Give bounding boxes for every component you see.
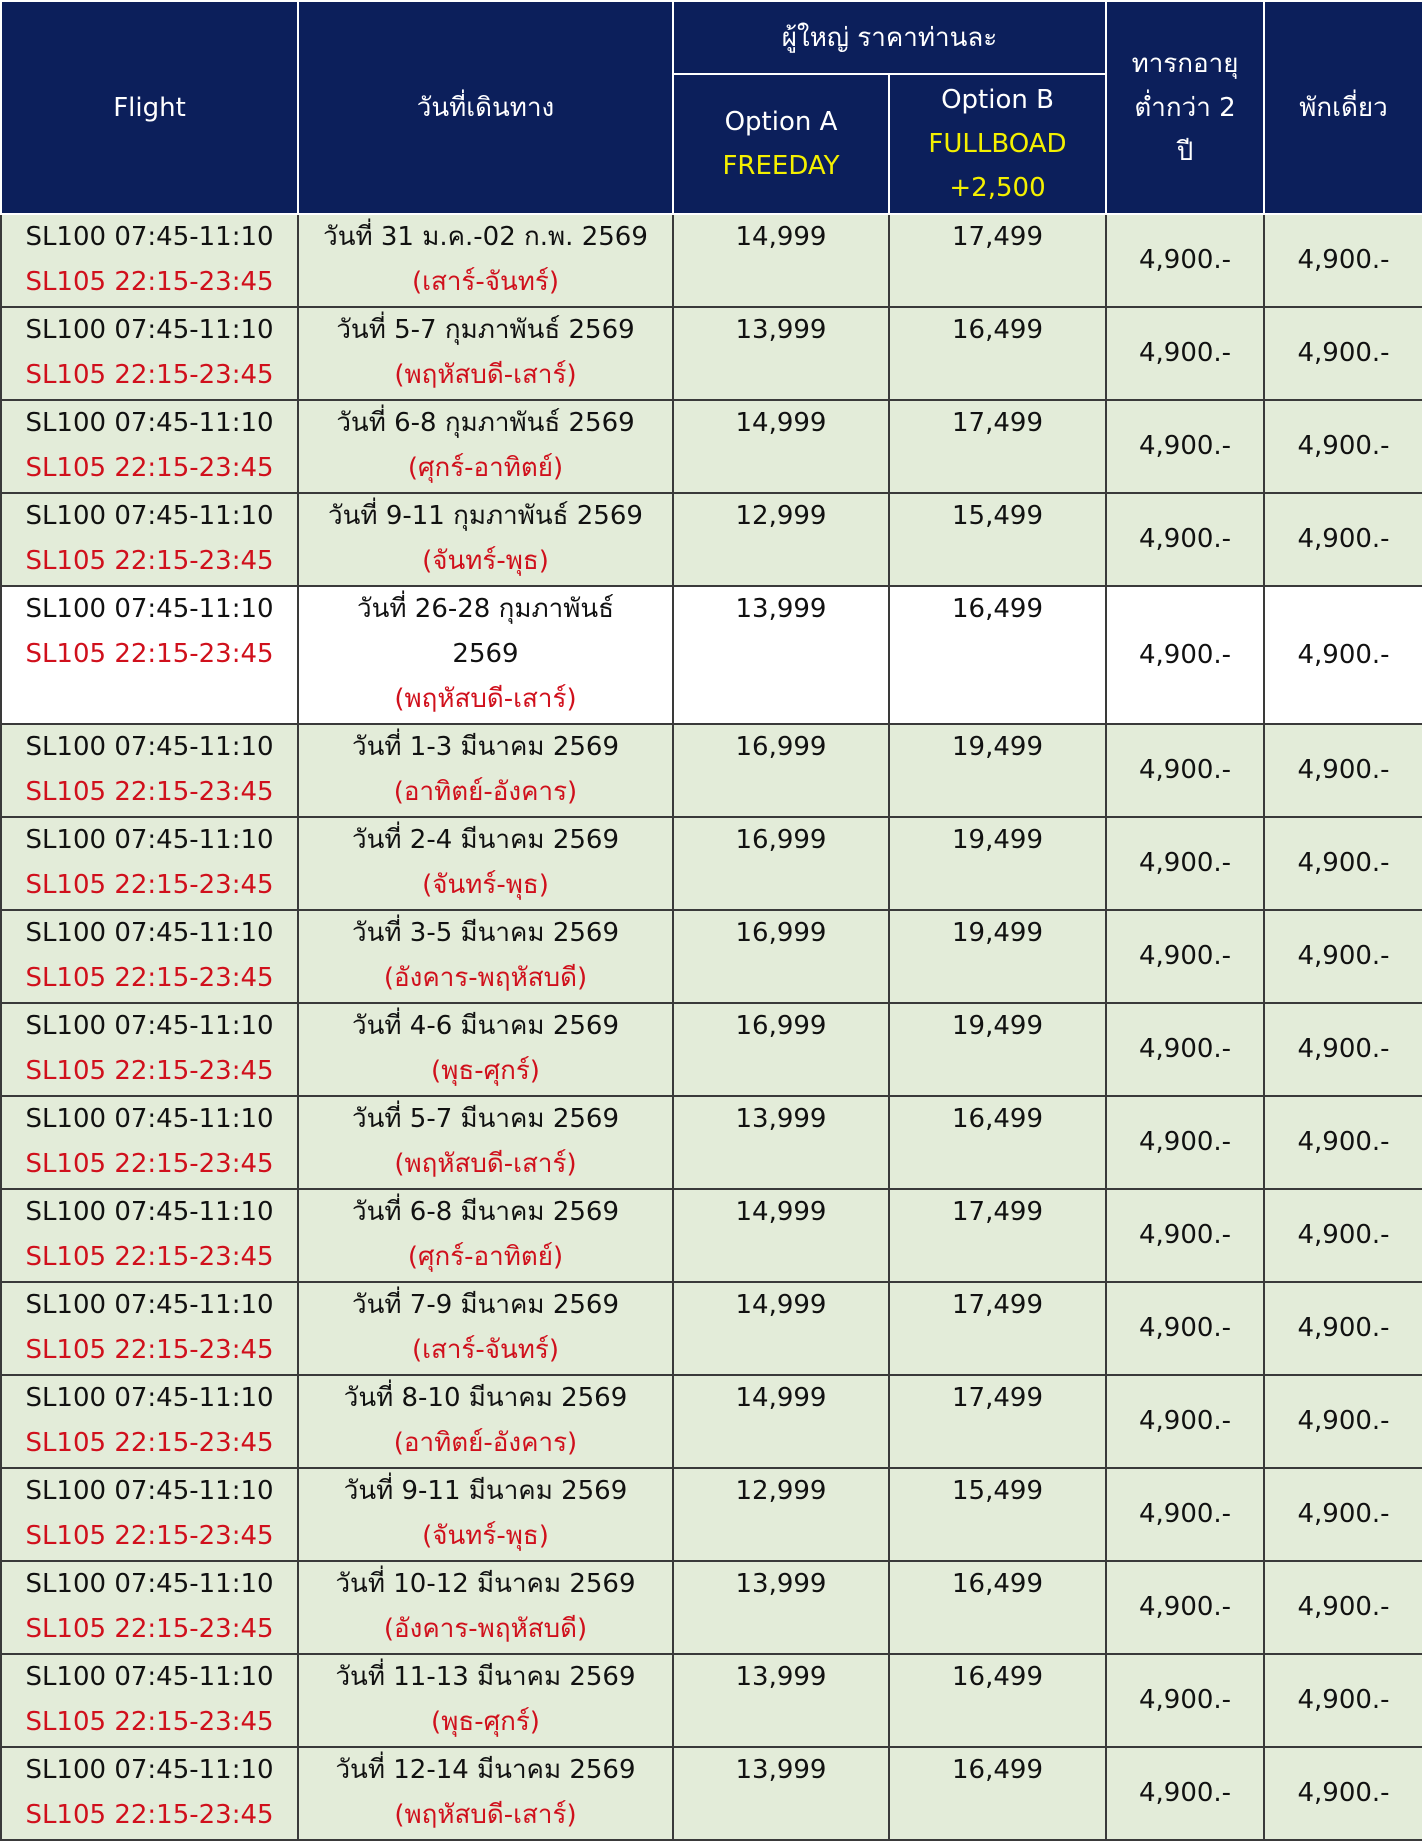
header-flight-label: Flight xyxy=(113,92,186,123)
price-option-b: 19,499 xyxy=(952,918,1043,948)
price-option-b: 17,499 xyxy=(952,1197,1043,1227)
header-single-label: พักเดี่ยว xyxy=(1299,92,1388,123)
price-option-a: 12,999 xyxy=(735,501,827,531)
price-single: 4,900.- xyxy=(1297,431,1390,461)
date-text: วันที่ 9-11 มีนาคม 2569 xyxy=(343,1476,628,1506)
price-option-a: 13,999 xyxy=(735,1755,827,1785)
price-option-b: 16,499 xyxy=(952,594,1043,624)
flight-outbound: SL100 07:45-11:10 xyxy=(25,1197,274,1227)
date-days: (จันทร์-พุธ) xyxy=(422,1521,549,1551)
cell-single xyxy=(1264,817,1422,910)
table-row xyxy=(1,493,1422,586)
option-b-label: Option B xyxy=(941,85,1054,115)
flight-return: SL105 22:15-23:45 xyxy=(25,870,274,900)
option-a-label: Option A xyxy=(724,107,838,137)
price-option-b: 16,499 xyxy=(952,1662,1043,1692)
cell-single xyxy=(1264,1096,1422,1189)
cell-option-b xyxy=(889,1561,1106,1654)
price-infant: 4,900.- xyxy=(1138,338,1232,368)
cell-infant xyxy=(1106,400,1264,493)
price-option-a: 16,999 xyxy=(735,918,827,948)
cell-infant xyxy=(1106,724,1264,817)
table-row xyxy=(1,586,1422,724)
price-infant: 4,900.- xyxy=(1138,848,1232,878)
date-text: วันที่ 10-12 มีนาคม 2569 xyxy=(335,1569,636,1599)
cell-single xyxy=(1264,1189,1422,1282)
flight-return: SL105 22:15-23:45 xyxy=(25,360,274,390)
option-a-sub: FREEDAY xyxy=(722,151,840,181)
cell-flight xyxy=(1,817,298,910)
date-text: วันที่ 3-5 มีนาคม 2569 xyxy=(352,918,619,948)
cell-flight xyxy=(1,1375,298,1468)
flight-outbound: SL100 07:45-11:10 xyxy=(25,222,274,252)
cell-flight xyxy=(1,214,298,307)
price-option-b: 16,499 xyxy=(952,315,1043,345)
price-option-b: 19,499 xyxy=(952,732,1043,762)
cell-flight xyxy=(1,1747,298,1840)
cell-single xyxy=(1264,910,1422,1003)
cell-date xyxy=(298,400,673,493)
price-single: 4,900.- xyxy=(1297,1034,1390,1064)
cell-infant xyxy=(1106,1654,1264,1747)
cell-single xyxy=(1264,493,1422,586)
cell-option-b xyxy=(889,910,1106,1003)
price-single: 4,900.- xyxy=(1297,639,1390,670)
cell-option-b xyxy=(889,1747,1106,1840)
date-days: (พุธ-ศุกร์) xyxy=(431,1707,540,1737)
date-days: (พฤหัสบดี-เสาร์) xyxy=(394,1800,577,1830)
cell-infant xyxy=(1106,1096,1264,1189)
flight-outbound: SL100 07:45-11:10 xyxy=(25,1290,274,1320)
table-row xyxy=(1,1375,1422,1468)
cell-date xyxy=(298,214,673,307)
date-text: วันที่ 5-7 กุมภาพันธ์ 2569 xyxy=(336,315,635,345)
cell-option-b xyxy=(889,724,1106,817)
header-option-b xyxy=(889,74,1106,214)
flight-outbound: SL100 07:45-11:10 xyxy=(25,825,274,855)
table-row xyxy=(1,817,1422,910)
date-days: (พฤหัสบดี-เสาร์) xyxy=(394,1149,577,1179)
cell-infant xyxy=(1106,1375,1264,1468)
cell-flight xyxy=(1,400,298,493)
header-adult-price-label: ผู้ใหญ่ ราคาท่านละ xyxy=(781,22,998,53)
cell-single xyxy=(1264,1561,1422,1654)
flight-return: SL105 22:15-23:45 xyxy=(25,1614,274,1644)
price-infant: 4,900.- xyxy=(1138,1220,1232,1250)
flight-outbound: SL100 07:45-11:10 xyxy=(25,1104,274,1134)
cell-infant xyxy=(1106,1468,1264,1561)
cell-flight xyxy=(1,910,298,1003)
cell-single xyxy=(1264,586,1422,724)
date-days: (ศุกร์-อาทิตย์) xyxy=(407,453,564,483)
price-option-b: 17,499 xyxy=(952,408,1043,438)
price-infant: 4,900.- xyxy=(1138,245,1232,275)
cell-date xyxy=(298,1282,673,1375)
price-infant: 4,900.- xyxy=(1138,1406,1232,1436)
price-option-a: 16,999 xyxy=(735,1011,827,1041)
date-text: วันที่ 12-14 มีนาคม 2569 xyxy=(335,1755,636,1785)
price-single: 4,900.- xyxy=(1297,1778,1390,1808)
table-row xyxy=(1,1189,1422,1282)
price-infant: 4,900.- xyxy=(1138,941,1232,971)
price-single: 4,900.- xyxy=(1297,1127,1390,1157)
cell-flight xyxy=(1,1096,298,1189)
price-option-b: 17,499 xyxy=(952,1383,1043,1413)
flight-return: SL105 22:15-23:45 xyxy=(25,453,274,483)
flight-outbound: SL100 07:45-11:10 xyxy=(25,1011,274,1041)
date-text: วันที่ 4-6 มีนาคม 2569 xyxy=(352,1011,619,1041)
table-row xyxy=(1,214,1422,307)
date-text: วันที่ 26-28 กุมภาพันธ์ xyxy=(357,594,614,624)
cell-option-b xyxy=(889,817,1106,910)
date-days: (พฤหัสบดี-เสาร์) xyxy=(394,684,577,714)
price-option-b: 19,499 xyxy=(952,825,1043,855)
cell-infant xyxy=(1106,1282,1264,1375)
cell-option-b xyxy=(889,1282,1106,1375)
date-days: (อังคาร-พฤหัสบดี) xyxy=(383,963,588,993)
date-text: วันที่ 7-9 มีนาคม 2569 xyxy=(352,1290,619,1320)
cell-single xyxy=(1264,1375,1422,1468)
cell-date xyxy=(298,1561,673,1654)
cell-date xyxy=(298,1654,673,1747)
date-days: (เสาร์-จันทร์) xyxy=(411,267,560,297)
price-infant: 4,900.- xyxy=(1138,1778,1232,1808)
date-days: (จันทร์-พุธ) xyxy=(422,546,549,576)
flight-return: SL105 22:15-23:45 xyxy=(25,1707,274,1737)
date-days: (พุธ-ศุกร์) xyxy=(431,1056,540,1086)
cell-option-a xyxy=(673,1654,889,1747)
date-text: วันที่ 8-10 มีนาคม 2569 xyxy=(343,1383,628,1413)
cell-flight xyxy=(1,1003,298,1096)
table-row xyxy=(1,1096,1422,1189)
header-adult-price xyxy=(673,1,1106,74)
flight-return: SL105 22:15-23:45 xyxy=(25,1335,274,1365)
table-row xyxy=(1,1282,1422,1375)
flight-return: SL105 22:15-23:45 xyxy=(25,1242,274,1272)
cell-date xyxy=(298,1003,673,1096)
price-option-a: 13,999 xyxy=(735,594,827,624)
price-infant: 4,900.- xyxy=(1138,755,1232,785)
cell-infant xyxy=(1106,214,1264,307)
price-infant: 4,900.- xyxy=(1138,1592,1232,1622)
date-text: วันที่ 6-8 มีนาคม 2569 xyxy=(352,1197,619,1227)
price-option-a: 14,999 xyxy=(735,1197,827,1227)
price-option-a: 13,999 xyxy=(735,1662,827,1692)
table-row xyxy=(1,910,1422,1003)
date-text: วันที่ 5-7 มีนาคม 2569 xyxy=(352,1104,619,1134)
table-row xyxy=(1,1561,1422,1654)
price-single: 4,900.- xyxy=(1297,1685,1390,1715)
cell-infant xyxy=(1106,1189,1264,1282)
cell-date xyxy=(298,1096,673,1189)
table-row xyxy=(1,724,1422,817)
price-option-a: 13,999 xyxy=(735,315,827,345)
cell-option-b xyxy=(889,1189,1106,1282)
cell-single xyxy=(1264,400,1422,493)
cell-option-a xyxy=(673,1561,889,1654)
price-option-b: 17,499 xyxy=(952,1290,1043,1320)
date-days: (อังคาร-พฤหัสบดี) xyxy=(383,1614,588,1644)
flight-outbound: SL100 07:45-11:10 xyxy=(25,1569,274,1599)
cell-option-a xyxy=(673,400,889,493)
price-option-a: 16,999 xyxy=(735,825,827,855)
flight-return: SL105 22:15-23:45 xyxy=(25,963,274,993)
cell-option-b xyxy=(889,1375,1106,1468)
header-date xyxy=(298,1,673,214)
cell-option-a xyxy=(673,586,889,724)
cell-option-a xyxy=(673,1003,889,1096)
price-option-b: 15,499 xyxy=(952,501,1043,531)
cell-option-b xyxy=(889,493,1106,586)
cell-infant xyxy=(1106,307,1264,400)
date-days: (อาทิตย์-อังคาร) xyxy=(393,777,578,807)
price-single: 4,900.- xyxy=(1297,338,1390,368)
cell-flight xyxy=(1,1654,298,1747)
cell-option-b xyxy=(889,1654,1106,1747)
cell-option-a xyxy=(673,214,889,307)
header-flight xyxy=(1,1,298,214)
price-option-b: 16,499 xyxy=(952,1755,1043,1785)
cell-flight xyxy=(1,307,298,400)
cell-infant xyxy=(1106,586,1264,724)
cell-option-a xyxy=(673,724,889,817)
price-single: 4,900.- xyxy=(1297,1499,1390,1529)
header-option-a xyxy=(673,74,889,214)
cell-flight xyxy=(1,724,298,817)
price-infant: 4,900.- xyxy=(1138,639,1232,670)
date-days: (จันทร์-พุธ) xyxy=(422,870,549,900)
cell-single xyxy=(1264,1282,1422,1375)
date-days: (เสาร์-จันทร์) xyxy=(411,1335,560,1365)
cell-date xyxy=(298,1468,673,1561)
price-option-a: 16,999 xyxy=(735,732,827,762)
cell-date xyxy=(298,1747,673,1840)
flight-return: SL105 22:15-23:45 xyxy=(25,267,274,297)
cell-option-b xyxy=(889,1096,1106,1189)
price-option-a: 14,999 xyxy=(735,1383,827,1413)
date-days: (อาทิตย์-อังคาร) xyxy=(393,1428,578,1458)
table-row xyxy=(1,400,1422,493)
cell-option-a xyxy=(673,1096,889,1189)
cell-single xyxy=(1264,724,1422,817)
price-option-b: 17,499 xyxy=(952,222,1043,252)
cell-option-b xyxy=(889,586,1106,724)
cell-flight xyxy=(1,1282,298,1375)
price-infant: 4,900.- xyxy=(1138,1034,1232,1064)
flight-return: SL105 22:15-23:45 xyxy=(25,1521,274,1551)
price-option-a: 13,999 xyxy=(735,1569,827,1599)
cell-infant xyxy=(1106,493,1264,586)
flight-outbound: SL100 07:45-11:10 xyxy=(25,315,274,345)
price-option-b: 19,499 xyxy=(952,1011,1043,1041)
cell-date xyxy=(298,910,673,1003)
cell-option-a xyxy=(673,1189,889,1282)
cell-option-a xyxy=(673,307,889,400)
price-infant: 4,900.- xyxy=(1138,524,1232,554)
cell-option-a xyxy=(673,1375,889,1468)
option-b-extra: +2,500 xyxy=(949,173,1046,203)
cell-date xyxy=(298,817,673,910)
header-date-label: วันที่เดินทาง xyxy=(416,92,555,123)
cell-flight xyxy=(1,1468,298,1561)
cell-single xyxy=(1264,214,1422,307)
flight-return: SL105 22:15-23:45 xyxy=(25,546,274,576)
price-single: 4,900.- xyxy=(1297,1592,1390,1622)
cell-single xyxy=(1264,1003,1422,1096)
header-single xyxy=(1264,1,1422,214)
table-row xyxy=(1,1003,1422,1096)
date-days: (ศุกร์-อาทิตย์) xyxy=(407,1242,564,1272)
header-infant xyxy=(1106,1,1264,214)
price-single: 4,900.- xyxy=(1297,1220,1390,1250)
flight-outbound: SL100 07:45-11:10 xyxy=(25,732,274,762)
cell-infant xyxy=(1106,817,1264,910)
table-body xyxy=(1,214,1422,1840)
date-text: วันที่ 9-11 กุมภาพันธ์ 2569 xyxy=(328,501,643,531)
cell-option-b xyxy=(889,214,1106,307)
date-text: วันที่ 6-8 กุมภาพันธ์ 2569 xyxy=(336,408,635,438)
cell-single xyxy=(1264,307,1422,400)
flight-outbound: SL100 07:45-11:10 xyxy=(25,1755,274,1785)
table-row xyxy=(1,1468,1422,1561)
flight-return: SL105 22:15-23:45 xyxy=(25,639,274,669)
cell-infant xyxy=(1106,1003,1264,1096)
flight-outbound: SL100 07:45-11:10 xyxy=(25,408,274,438)
flight-return: SL105 22:15-23:45 xyxy=(25,1149,274,1179)
flight-outbound: SL100 07:45-11:10 xyxy=(25,594,274,624)
cell-date xyxy=(298,724,673,817)
price-single: 4,900.- xyxy=(1297,245,1390,275)
cell-date xyxy=(298,307,673,400)
flight-return: SL105 22:15-23:45 xyxy=(25,1056,274,1086)
date-text: วันที่ 1-3 มีนาคม 2569 xyxy=(352,732,619,762)
price-single: 4,900.- xyxy=(1297,941,1390,971)
flight-return: SL105 22:15-23:45 xyxy=(25,1800,274,1830)
cell-single xyxy=(1264,1747,1422,1840)
price-option-a: 13,999 xyxy=(735,1104,827,1134)
price-option-a: 14,999 xyxy=(735,1290,827,1320)
price-infant: 4,900.- xyxy=(1138,1127,1232,1157)
cell-option-b xyxy=(889,307,1106,400)
cell-infant xyxy=(1106,1747,1264,1840)
cell-date xyxy=(298,493,673,586)
flight-return: SL105 22:15-23:45 xyxy=(25,777,274,807)
cell-date xyxy=(298,586,673,724)
table-row xyxy=(1,307,1422,400)
price-single: 4,900.- xyxy=(1297,524,1390,554)
price-option-a: 14,999 xyxy=(735,222,827,252)
flight-outbound: SL100 07:45-11:10 xyxy=(25,1662,274,1692)
price-option-a: 14,999 xyxy=(735,408,827,438)
cell-flight xyxy=(1,493,298,586)
date-text: วันที่ 2-4 มีนาคม 2569 xyxy=(352,825,619,855)
price-single: 4,900.- xyxy=(1297,1313,1390,1343)
cell-flight xyxy=(1,1189,298,1282)
cell-option-b xyxy=(889,400,1106,493)
cell-date xyxy=(298,1375,673,1468)
flight-outbound: SL100 07:45-11:10 xyxy=(25,1383,274,1413)
table-row xyxy=(1,1654,1422,1747)
flight-outbound: SL100 07:45-11:10 xyxy=(25,501,274,531)
flight-outbound: SL100 07:45-11:10 xyxy=(25,918,274,948)
price-option-b: 16,499 xyxy=(952,1569,1043,1599)
cell-infant xyxy=(1106,1561,1264,1654)
option-b-sub: FULLBOAD xyxy=(928,129,1067,159)
date-text-cont: 2569 xyxy=(452,639,519,669)
date-days: (พฤหัสบดี-เสาร์) xyxy=(394,360,577,390)
cell-option-a xyxy=(673,1468,889,1561)
price-infant: 4,900.- xyxy=(1138,1685,1232,1715)
cell-infant xyxy=(1106,910,1264,1003)
price-single: 4,900.- xyxy=(1297,848,1390,878)
price-single: 4,900.- xyxy=(1297,1406,1390,1436)
price-infant: 4,900.- xyxy=(1138,431,1232,461)
cell-date xyxy=(298,1189,673,1282)
cell-single xyxy=(1264,1468,1422,1561)
price-single: 4,900.- xyxy=(1297,755,1390,785)
flight-outbound: SL100 07:45-11:10 xyxy=(25,1476,274,1506)
table-row xyxy=(1,1747,1422,1840)
cell-option-a xyxy=(673,1282,889,1375)
price-option-a: 12,999 xyxy=(735,1476,827,1506)
cell-flight xyxy=(1,1561,298,1654)
cell-option-b xyxy=(889,1003,1106,1096)
cell-option-a xyxy=(673,493,889,586)
price-infant: 4,900.- xyxy=(1138,1499,1232,1529)
header-infant-line1: ทารกอายุ xyxy=(1131,48,1239,79)
date-text: วันที่ 11-13 มีนาคม 2569 xyxy=(335,1662,636,1692)
header-infant-line2: ต่ำกว่า 2 xyxy=(1134,92,1236,123)
cell-option-a xyxy=(673,910,889,1003)
cell-single xyxy=(1264,1654,1422,1747)
flight-return: SL105 22:15-23:45 xyxy=(25,1428,274,1458)
header-infant-line3: ปี xyxy=(1176,136,1194,167)
price-infant: 4,900.- xyxy=(1138,1313,1232,1343)
date-text: วันที่ 31 ม.ค.-02 ก.พ. 2569 xyxy=(323,222,648,252)
cell-flight xyxy=(1,586,298,724)
cell-option-a xyxy=(673,817,889,910)
cell-option-b xyxy=(889,1468,1106,1561)
cell-option-a xyxy=(673,1747,889,1840)
price-option-b: 15,499 xyxy=(952,1476,1043,1506)
price-option-b: 16,499 xyxy=(952,1104,1043,1134)
